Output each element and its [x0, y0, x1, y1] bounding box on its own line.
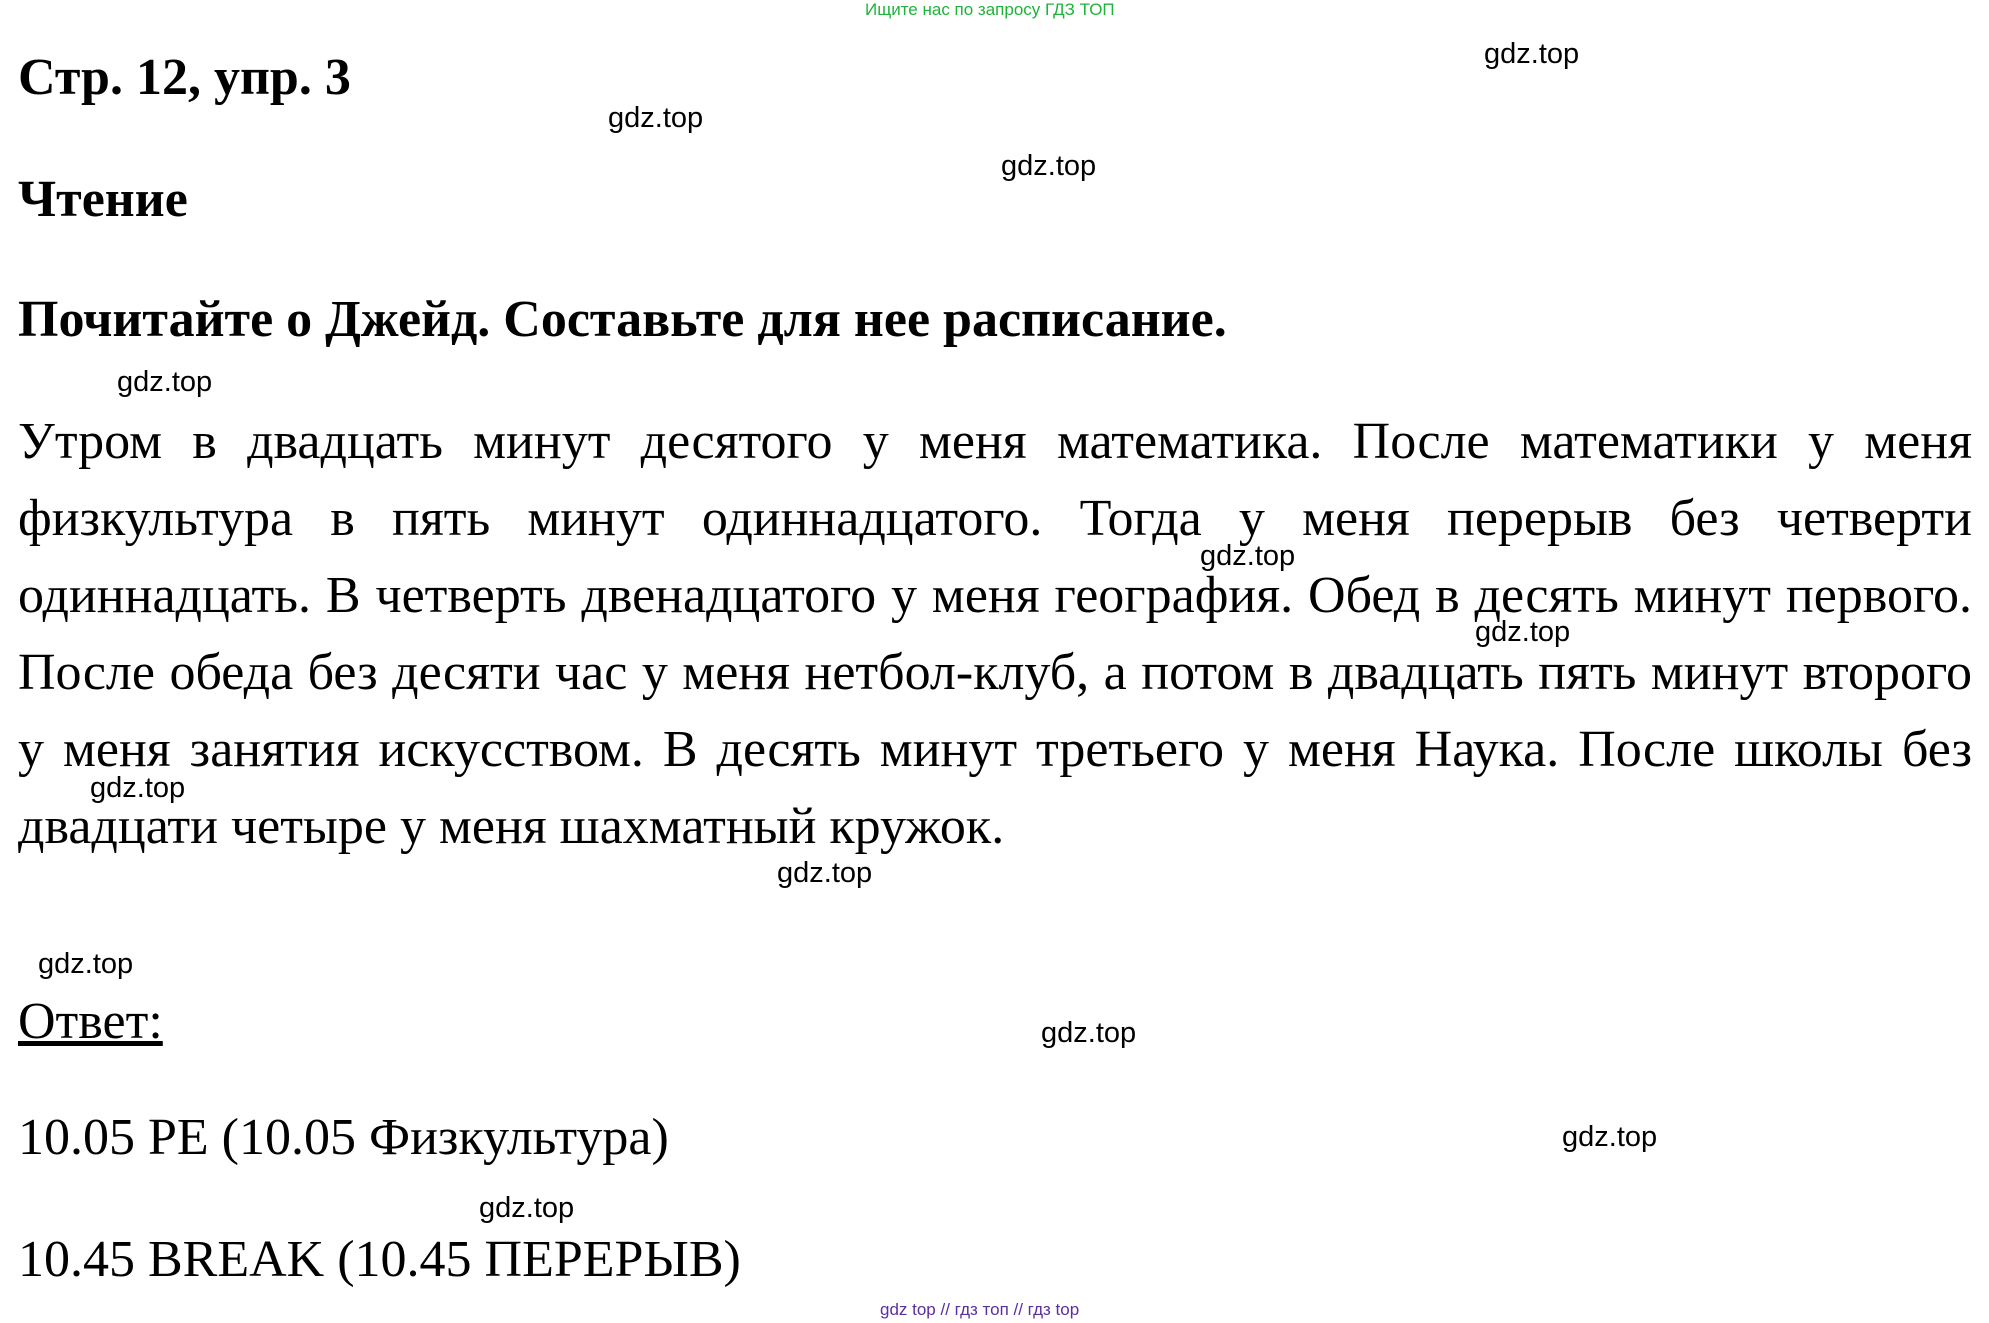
watermark: gdz.top	[1200, 540, 1296, 572]
watermark: gdz.top	[479, 1192, 575, 1224]
watermark: gdz.top	[1001, 150, 1097, 182]
watermark: gdz.top	[1484, 38, 1580, 70]
answer-label: Ответ:	[18, 993, 163, 1050]
reading-passage: Утром в двадцать минут десятого у меня математика. После математики у меня физкультура в пять минут одиннадцатого. Тогда у меня перерыв без четверти одиннадцать. В четверть двенадцатого у меня география. Обед в десять минут первого. После обеда без десяти час у меня нетбол-клуб, а потом в двадцать пять минут второго у меня занятия искусством. В десять минут третьего у меня Наука. После школы без двадцати четыре у меня шахматный кружок.	[18, 413, 1972, 855]
page-title: Стр. 12, упр. 3	[18, 49, 351, 106]
answer-line-1: 10.05 PE (10.05 Физкультура)	[18, 1109, 669, 1166]
watermark: gdz.top	[1475, 616, 1571, 648]
watermark: gdz.top	[608, 102, 704, 134]
top-search-note: Ищите нас по запросу ГДЗ ТОП	[865, 0, 1115, 19]
section-heading: Чтение	[18, 171, 188, 228]
task-statement: Почитайте о Джейд. Составьте для нее расписание.	[18, 291, 1227, 348]
watermark: gdz.top	[38, 948, 134, 980]
watermark: gdz.top	[1562, 1121, 1658, 1153]
footer-watermark: gdz top // гдз топ // гдз top	[880, 1300, 1080, 1319]
watermark: gdz.top	[117, 366, 213, 398]
watermark: gdz.top	[1041, 1017, 1137, 1049]
watermark: gdz.top	[777, 857, 873, 889]
watermark: gdz.top	[90, 772, 186, 804]
answer-line-2: 10.45 BREAK (10.45 ПЕРЕРЫВ)	[18, 1231, 741, 1288]
